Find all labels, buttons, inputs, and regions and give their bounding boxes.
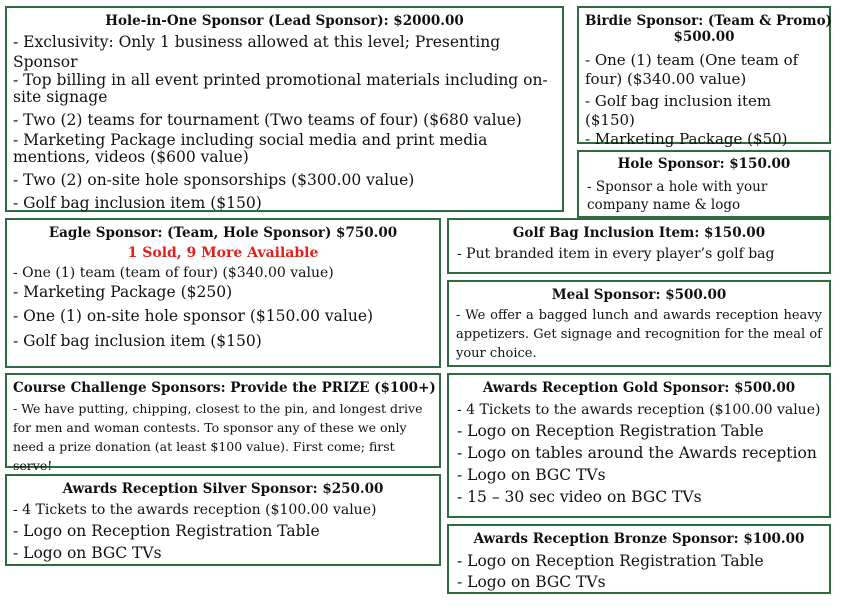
course-challenge-text — [13, 399, 433, 475]
awards-gold-benefits — [457, 400, 821, 508]
list-item: - Sponsor a hole with your company name & logo — [587, 179, 768, 213]
list-item: - Golf bag inclusion item ($150) — [13, 194, 262, 212]
list-item: - Logo on BGC TVs — [457, 466, 606, 484]
birdie-benefits — [585, 51, 823, 149]
hole-sponsor-box — [577, 150, 831, 218]
list-item: - Marketing Package ($50) — [585, 130, 788, 148]
list-item: - 4 Tickets to the awards reception ($100.00 value) — [13, 502, 377, 518]
hole-benefits — [587, 178, 821, 214]
meal-title: Meal Sponsor: $500.00 — [551, 287, 727, 303]
hole-in-one-benefits — [13, 32, 556, 213]
hole-in-one-title: Hole-in-One Sponsor (Lead Sponsor): $2000.00 — [105, 13, 464, 29]
birdie-sponsor-box — [577, 6, 832, 148]
list-item: - Logo on BGC TVs — [13, 544, 162, 562]
awards-silver-box — [5, 474, 441, 566]
hole-in-one-sponsor-box — [5, 6, 564, 212]
hole-title: Hole Sponsor: $150.00 — [617, 156, 791, 172]
list-item: for men and woman contests. To sponsor any of these we only — [13, 420, 407, 435]
list-item: - Golf bag inclusion item ($150) — [13, 332, 262, 350]
birdie-price: $500.00 — [673, 29, 735, 45]
awards-bronze-benefits — [457, 551, 821, 593]
list-item: - Put branded item in every player’s golf bag — [457, 246, 775, 262]
meal-sponsor-box — [447, 280, 831, 367]
list-item: - Logo on BGC TVs — [457, 573, 606, 591]
list-item: - We have putting, chipping, closest to the pin, and longest drive — [13, 401, 423, 416]
eagle-benefits — [13, 264, 433, 352]
list-item: - 15 – 30 sec video on BGC TVs — [457, 488, 702, 506]
golf-bag-title: Golf Bag Inclusion Item: $150.00 — [512, 225, 766, 241]
awards-bronze-box — [447, 524, 831, 594]
list-item: - One (1) on-site hole sponsor ($150.00 value) — [13, 307, 374, 325]
list-item: - Two (2) on-site hole sponsorships ($300.00 value) — [13, 171, 415, 189]
list-item: - Marketing Package including social media and print media mentions, videos ($600 value) — [13, 131, 488, 166]
meal-benefits — [456, 306, 822, 363]
birdie-title: Birdie Sponsor: (Team & Promo) — [585, 13, 832, 29]
list-item: - Logo on Reception Registration Table — [457, 552, 764, 570]
list-item: - We offer a bagged lunch and awards reception heavy appetizers. Get signage and recognition for the meal of your choice. — [456, 308, 822, 361]
awards-silver-title: Awards Reception Silver Sponsor: $250.00 — [62, 481, 384, 497]
awards-gold-box — [447, 373, 831, 518]
course-challenge-box — [5, 373, 441, 473]
eagle-availability-status: 1 Sold, 9 More Available — [127, 245, 319, 261]
golf-bag-benefits — [457, 245, 821, 263]
list-item: need a prize donation (at least $100 value). First come; first serve! — [13, 439, 395, 473]
list-item: - Logo on Reception Registration Table — [457, 422, 764, 440]
eagle-sponsor-box — [5, 218, 441, 368]
list-item: - Logo on tables around the Awards reception — [457, 444, 817, 462]
awards-bronze-title: Awards Reception Bronze Sponsor: $100.00 — [473, 531, 805, 547]
list-item: - Golf bag inclusion item ($150) — [585, 92, 772, 129]
list-item: - One (1) team (team of four) ($340.00 value) — [13, 265, 334, 281]
course-challenge-title: Course Challenge Sponsors: Provide the PRIZE ($100+) — [13, 380, 436, 396]
list-item: - Logo on Reception Registration Table — [13, 522, 320, 540]
golf-bag-inclusion-box — [447, 218, 831, 274]
list-item: - 4 Tickets to the awards reception ($100.00 value) — [457, 402, 821, 418]
list-item: - Exclusivity: Only 1 business allowed at this level; Presenting Sponsor — [13, 33, 501, 71]
list-item: - Marketing Package ($250) — [13, 283, 233, 301]
list-item: - Top billing in all event printed promotional materials including on-site signage — [13, 71, 548, 106]
awards-silver-benefits — [13, 501, 433, 564]
list-item: - Two (2) teams for tournament (Two teams of four) ($680 value) — [13, 111, 522, 129]
list-item: - One (1) team (One team of four) ($340.00 value) — [585, 51, 799, 88]
eagle-title: Eagle Sponsor: (Team, Hole Sponsor) $750.00 — [48, 225, 398, 241]
awards-gold-title: Awards Reception Gold Sponsor: $500.00 — [482, 380, 796, 396]
